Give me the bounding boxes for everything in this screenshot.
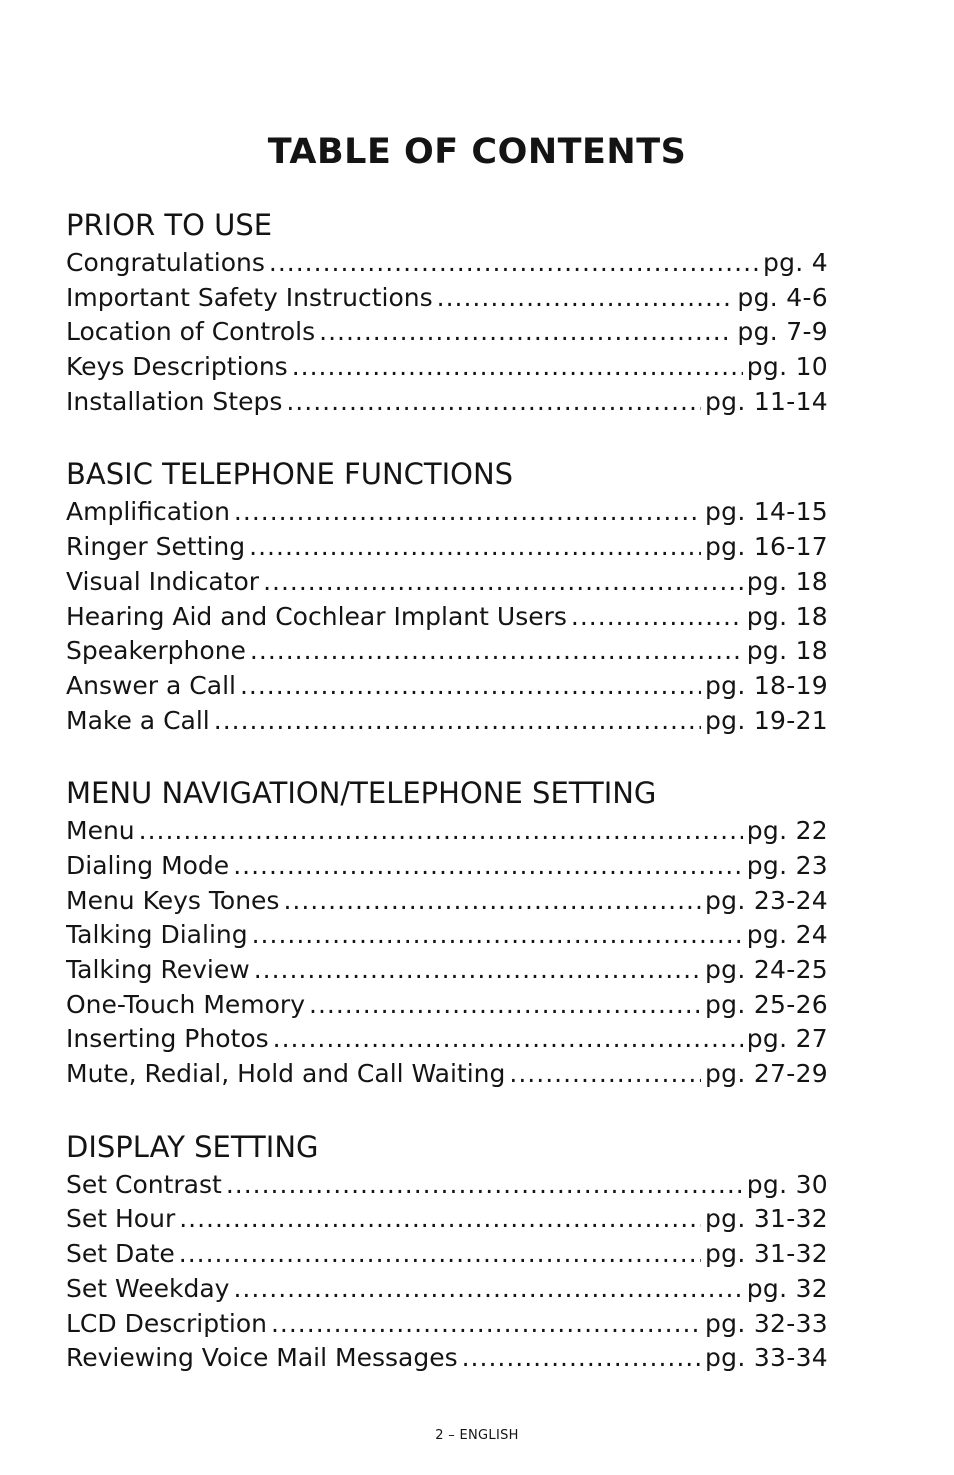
entry-page: pg. 25-26 bbox=[705, 989, 828, 1019]
dot-leader bbox=[437, 281, 734, 316]
entry-title: Set Date bbox=[66, 1239, 175, 1269]
dot-leader bbox=[254, 953, 701, 988]
entry-page: pg. 23-24 bbox=[705, 885, 828, 915]
toc-entry bbox=[66, 953, 828, 988]
entry-title: One-Touch Memory bbox=[66, 989, 306, 1019]
section-heading: BASIC TELEPHONE FUNCTIONS bbox=[66, 457, 514, 492]
entry-list bbox=[66, 246, 828, 419]
dot-leader bbox=[179, 1202, 701, 1237]
entry-page: pg. 27 bbox=[746, 1024, 828, 1054]
page-title: TABLE OF CONTENTS bbox=[267, 132, 687, 172]
dot-leader bbox=[286, 385, 701, 420]
toc-entry bbox=[66, 315, 828, 350]
dot-leader bbox=[319, 315, 733, 350]
dot-leader bbox=[462, 1341, 701, 1376]
entry-page: pg. 23 bbox=[746, 850, 828, 880]
entry-title: Reviewing Voice Mail Messages bbox=[66, 1343, 458, 1373]
dot-leader bbox=[214, 704, 701, 739]
dot-leader bbox=[179, 1237, 701, 1272]
entry-title: Ringer Setting bbox=[66, 532, 246, 562]
entry-page: pg. 10 bbox=[746, 352, 828, 382]
toc-entry bbox=[66, 246, 828, 281]
entry-page: pg. 4-6 bbox=[737, 282, 828, 312]
entry-list bbox=[66, 495, 828, 738]
toc-entry bbox=[66, 704, 828, 739]
entry-page: pg. 32 bbox=[746, 1273, 828, 1303]
toc-entry bbox=[66, 385, 828, 420]
entry-title: Talking Review bbox=[66, 955, 250, 984]
entry-title: Menu Keys Tones bbox=[66, 885, 280, 915]
section-display-setting bbox=[66, 1126, 828, 1376]
entry-title: Congratulations bbox=[66, 248, 265, 277]
entry-title: Inserting Photos bbox=[66, 1024, 269, 1054]
entry-page: pg. 24 bbox=[746, 920, 828, 950]
entry-page: pg. 11-14 bbox=[705, 386, 828, 416]
entry-title: Set Weekday bbox=[66, 1273, 230, 1303]
toc-entry bbox=[66, 1022, 828, 1057]
toc-entry bbox=[66, 1272, 828, 1307]
dot-leader bbox=[240, 669, 701, 704]
toc-entry bbox=[66, 1168, 828, 1203]
entry-title: Set Contrast bbox=[66, 1169, 222, 1199]
entry-list bbox=[66, 814, 828, 1092]
entry-title: LCD Description bbox=[66, 1308, 267, 1338]
toc-entry bbox=[66, 814, 828, 849]
toc-entry bbox=[66, 600, 828, 635]
entry-title: Installation Steps bbox=[66, 386, 283, 416]
dot-leader bbox=[139, 814, 743, 849]
entry-page: pg. 4 bbox=[762, 248, 828, 277]
dot-leader bbox=[250, 634, 743, 669]
toc-entry bbox=[66, 669, 828, 704]
entry-list bbox=[66, 1168, 828, 1376]
dot-leader bbox=[263, 565, 743, 600]
toc-entry bbox=[66, 884, 828, 919]
entry-page: pg. 32-33 bbox=[705, 1308, 828, 1338]
section-basic-telephone-functions bbox=[66, 453, 828, 738]
section-heading: MENU NAVIGATION/TELEPHONE SETTING bbox=[66, 776, 657, 811]
dot-leader bbox=[252, 918, 743, 953]
entry-page: pg. 24-25 bbox=[705, 955, 828, 984]
dot-leader bbox=[273, 1022, 743, 1057]
section-menu-navigation bbox=[66, 772, 828, 1092]
toc-entry bbox=[66, 1202, 828, 1237]
table-of-contents bbox=[66, 204, 828, 1376]
dot-leader bbox=[292, 350, 743, 385]
toc-entry bbox=[66, 565, 828, 600]
toc-entry bbox=[66, 281, 828, 316]
dot-leader bbox=[309, 988, 701, 1023]
entry-title: Answer a Call bbox=[66, 670, 236, 700]
dot-leader bbox=[226, 1168, 743, 1203]
entry-page: pg. 30 bbox=[746, 1169, 828, 1199]
entry-page: pg. 14-15 bbox=[705, 497, 828, 527]
entry-title: Set Hour bbox=[66, 1204, 176, 1234]
dot-leader bbox=[249, 530, 701, 565]
toc-entry bbox=[66, 1307, 828, 1342]
entry-title: Visual Indicator bbox=[66, 566, 260, 596]
entry-title: Speakerphone bbox=[66, 636, 246, 666]
dot-leader bbox=[571, 600, 743, 635]
section-heading: PRIOR TO USE bbox=[66, 208, 273, 242]
entry-title: Dialing Mode bbox=[66, 850, 230, 880]
entry-page: pg. 18 bbox=[746, 566, 828, 596]
dot-leader bbox=[234, 495, 701, 530]
entry-page: pg. 16-17 bbox=[705, 532, 828, 562]
entry-page: pg. 31-32 bbox=[705, 1239, 828, 1269]
dot-leader bbox=[283, 884, 701, 919]
toc-entry bbox=[66, 350, 828, 385]
toc-entry bbox=[66, 530, 828, 565]
page-footer: 2 – ENGLISH bbox=[435, 1428, 519, 1443]
entry-title: Keys Descriptions bbox=[66, 352, 288, 382]
toc-entry bbox=[66, 849, 828, 884]
entry-page: pg. 27-29 bbox=[705, 1059, 828, 1089]
dot-leader bbox=[269, 246, 759, 281]
entry-page: pg. 7-9 bbox=[737, 317, 828, 347]
entry-page: pg. 19-21 bbox=[705, 705, 828, 735]
dot-leader bbox=[271, 1307, 701, 1342]
entry-title: Hearing Aid and Cochlear Implant Users bbox=[66, 601, 567, 631]
toc-entry bbox=[66, 918, 828, 953]
entry-page: pg. 18 bbox=[746, 636, 828, 666]
dot-leader bbox=[233, 849, 743, 884]
entry-title: Mute, Redial, Hold and Call Waiting bbox=[66, 1059, 506, 1089]
dot-leader bbox=[509, 1057, 701, 1092]
section-heading: DISPLAY SETTING bbox=[66, 1129, 319, 1164]
toc-entry bbox=[66, 988, 828, 1023]
entry-title: Important Safety Instructions bbox=[66, 282, 433, 312]
entry-title: Make a Call bbox=[66, 705, 210, 735]
toc-entry bbox=[66, 1341, 828, 1376]
entry-page: pg. 18-19 bbox=[705, 670, 828, 700]
section-prior-to-use bbox=[66, 204, 828, 419]
entry-page: pg. 18 bbox=[746, 601, 828, 631]
entry-title: Amplification bbox=[66, 497, 230, 527]
toc-entry bbox=[66, 1057, 828, 1092]
toc-entry bbox=[66, 1237, 828, 1272]
entry-title: Talking Dialing bbox=[66, 920, 248, 950]
toc-entry bbox=[66, 634, 828, 669]
dot-leader bbox=[233, 1272, 742, 1307]
entry-page: pg. 31-32 bbox=[705, 1204, 828, 1234]
toc-entry bbox=[66, 495, 828, 530]
entry-page: pg. 22 bbox=[746, 816, 828, 846]
entry-page: pg. 33-34 bbox=[705, 1343, 828, 1373]
entry-title: Location of Controls bbox=[66, 317, 316, 347]
entry-title: Menu bbox=[66, 816, 135, 846]
